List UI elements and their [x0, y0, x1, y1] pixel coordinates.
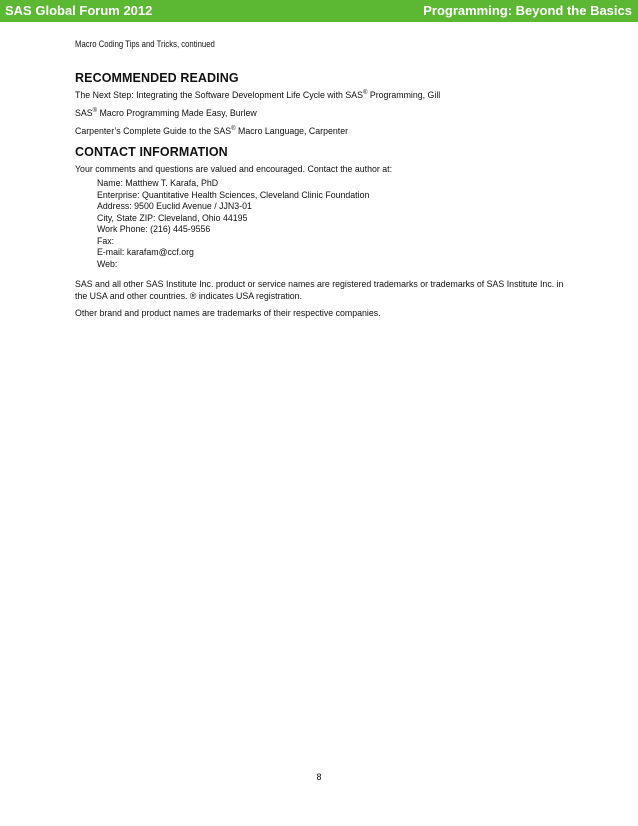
trademark-notice: SAS and all other SAS Institute Inc. product or service names are registered trademarks or trademarks of SAS Institute Inc. in the USA and other countries. ® indicates USA registration.: [75, 279, 564, 301]
contact-details: [97, 178, 565, 270]
reading-item-2-title: SAS: [75, 108, 93, 118]
contact-email: E-mail: karafam@ccf.org: [97, 247, 194, 257]
contact-web: Web:: [97, 258, 118, 269]
reading-item-1-rest: Programming, Gill: [367, 90, 441, 100]
registered-mark: ®: [363, 90, 368, 96]
contact-name: Name: Matthew T. Karafa, PhD: [97, 178, 219, 188]
recommended-reading-heading: RECOMMENDED READING: [75, 71, 239, 85]
registered-mark: ®: [92, 108, 98, 114]
reading-item-2-rest: Macro Programming Made Easy, Burlew: [97, 108, 257, 118]
contact-address: Address: 9500 Euclid Avenue / JJN3-01: [97, 201, 252, 211]
reading-item-3: [75, 125, 565, 137]
page-number: 8: [316, 772, 322, 782]
brand-notice: Other brand and product names are trademarks of their respective companies.: [75, 308, 381, 318]
reading-item-2: [75, 107, 565, 119]
contact-fax: Fax:: [97, 235, 115, 246]
reading-item-1: [75, 89, 565, 101]
contact-city: City, State ZIP: Cleveland, Ohio 44195: [97, 212, 248, 223]
conference-title: SAS Global Forum 2012: [5, 3, 153, 18]
running-head: Macro Coding Tips and Tricks, continued: [75, 39, 215, 49]
contact-information-heading: CONTACT INFORMATION: [75, 145, 228, 159]
reading-item-1-title: The Next Step: Integrating the Software Development Life Cycle with SAS: [75, 90, 363, 100]
track-title: Programming: Beyond the Basics: [423, 3, 632, 18]
contact-phone: Work Phone: (216) 445-9556: [97, 224, 211, 234]
header-banner: [0, 0, 638, 22]
page-body: [75, 72, 565, 326]
contact-intro: Your comments and questions are valued and encouraged. Contact the author at:: [75, 164, 393, 174]
registered-mark: ®: [231, 126, 236, 132]
contact-enterprise: Enterprise: Quantitative Health Sciences, Cleveland Clinic Foundation: [97, 189, 370, 200]
reading-item-3-title: Carpenter’s Complete Guide to the SAS: [75, 126, 232, 136]
reading-item-3-rest: Macro Language, Carpenter: [235, 126, 349, 136]
